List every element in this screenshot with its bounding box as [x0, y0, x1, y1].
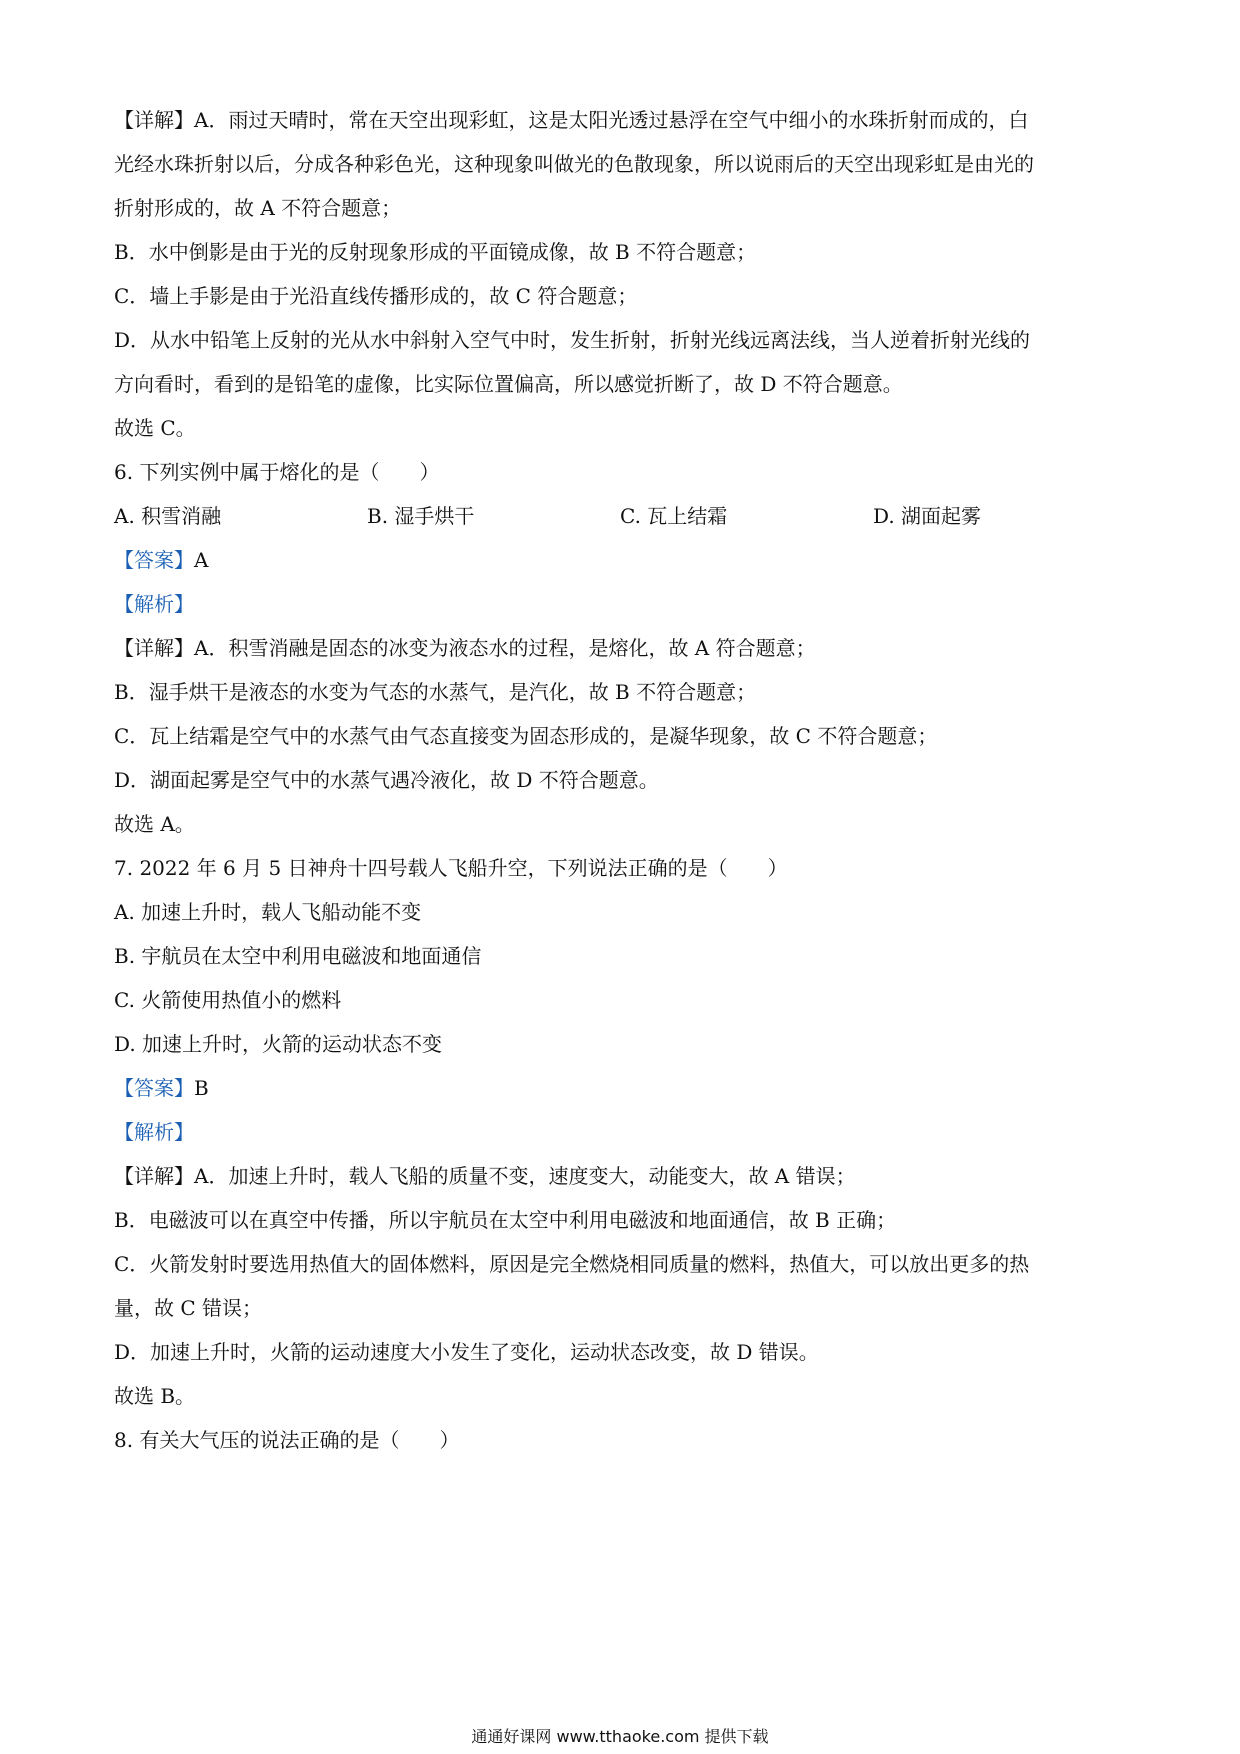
- q6-option-b: B. 湿手烘干: [367, 504, 475, 528]
- q5-detail-c: C．墙上手影是由于光沿直线传播形成的，故 C 符合题意；: [114, 284, 638, 308]
- q5-detail-d-line1: D．从水中铅笔上反射的光从水中斜射入空气中时，发生折射，折射光线远离法线，当人逆着折射光线的: [114, 328, 1031, 352]
- q6-conclusion: 故选 A。: [114, 812, 195, 836]
- q6-detail-b: B．湿手烘干是液态的水变为气态的水蒸气，是汽化，故 B 不符合题意；: [114, 680, 757, 704]
- q6-answer-value: A: [194, 548, 209, 572]
- q7-option-d: D. 加速上升时，火箭的运动状态不变: [114, 1032, 443, 1056]
- q6-option-d: D. 湖面起雾: [873, 504, 982, 528]
- q7-option-b: B. 宇航员在太空中利用电磁波和地面通信: [114, 944, 482, 968]
- q7-detail-b: B．电磁波可以在真空中传播，所以宇航员在太空中利用电磁波和地面通信，故 B 正确；: [114, 1208, 897, 1232]
- detail-tag: 【详解】: [114, 108, 194, 132]
- q7-stem: 7. 2022 年 6 月 5 日神舟十四号载人飞船升空，下列说法正确的是（ ）: [114, 856, 788, 880]
- q6-option-a: A. 积雪消融: [114, 504, 222, 528]
- detail-tag: 【详解】: [114, 636, 194, 660]
- answer-tag: 【答案】: [114, 1076, 194, 1100]
- detail-tag: 【详解】: [114, 1164, 194, 1188]
- q7-detail-c-line2: 量，故 C 错误；: [114, 1296, 263, 1320]
- q7-option-c: C. 火箭使用热值小的燃料: [114, 988, 342, 1012]
- q5-conclusion: 故选 C。: [114, 416, 196, 440]
- q6-answer: [114, 546, 208, 574]
- answer-tag: 【答案】: [114, 548, 194, 572]
- q5-detail-d-line2: 方向看时，看到的是铅笔的虚像，比实际位置偏高，所以感觉折断了，故 D 不符合题意。: [114, 372, 903, 396]
- q6-stem: 6. 下列实例中属于熔化的是（ ）: [114, 460, 440, 484]
- q6-detail-a: 【详解】A．积雪消融是固态的冰变为液态水的过程，是熔化，故 A 符合题意；: [114, 636, 816, 660]
- q5-detail-a-line3: 折射形成的，故 A 不符合题意；: [114, 196, 402, 220]
- q6-detail-d: D．湖面起雾是空气中的水蒸气遇冷液化，故 D 不符合题意。: [114, 768, 659, 792]
- q7-detail-d: D．加速上升时，火箭的运动速度大小发生了变化，运动状态改变，故 D 错误。: [114, 1340, 819, 1364]
- q6-analysis-tag: 【解析】: [114, 592, 194, 616]
- page-footer: 通通好课网 www.tthaoke.com 提供下载: [471, 1727, 769, 1746]
- q7-detail-a: 【详解】A．加速上升时，载人飞船的质量不变，速度变大，动能变大，故 A 错误；: [114, 1164, 856, 1188]
- q7-answer-value: B: [194, 1076, 209, 1100]
- q5-detail-a-line2: 光经水珠折射以后，分成各种彩色光，这种现象叫做光的色散现象，所以说雨后的天空出现彩虹是由光的: [114, 152, 1034, 176]
- q7-conclusion: 故选 B。: [114, 1384, 196, 1408]
- q5-detail-a-line1: 【详解】A．雨过天晴时，常在天空出现彩虹，这是太阳光透过悬浮在空气中细小的水珠折射而成的，白: [114, 108, 1029, 132]
- q7-option-a: A. 加速上升时，载人飞船动能不变: [114, 900, 422, 924]
- q8-stem: 8. 有关大气压的说法正确的是（ ）: [114, 1428, 460, 1452]
- q7-detail-c-line1: C．火箭发射时要选用热值大的固体燃料，原因是完全燃烧相同质量的燃料，热值大，可以放出更多的热: [114, 1252, 1030, 1276]
- q5-detail-b: B．水中倒影是由于光的反射现象形成的平面镜成像，故 B 不符合题意；: [114, 240, 757, 264]
- q7-answer: [114, 1074, 209, 1102]
- q7-analysis-tag: 【解析】: [114, 1120, 194, 1144]
- q6-detail-c: C．瓦上结霜是空气中的水蒸气由气态直接变为固态形成的，是凝华现象，故 C 不符合题意；: [114, 724, 938, 748]
- q6-option-c: C. 瓦上结霜: [620, 504, 728, 528]
